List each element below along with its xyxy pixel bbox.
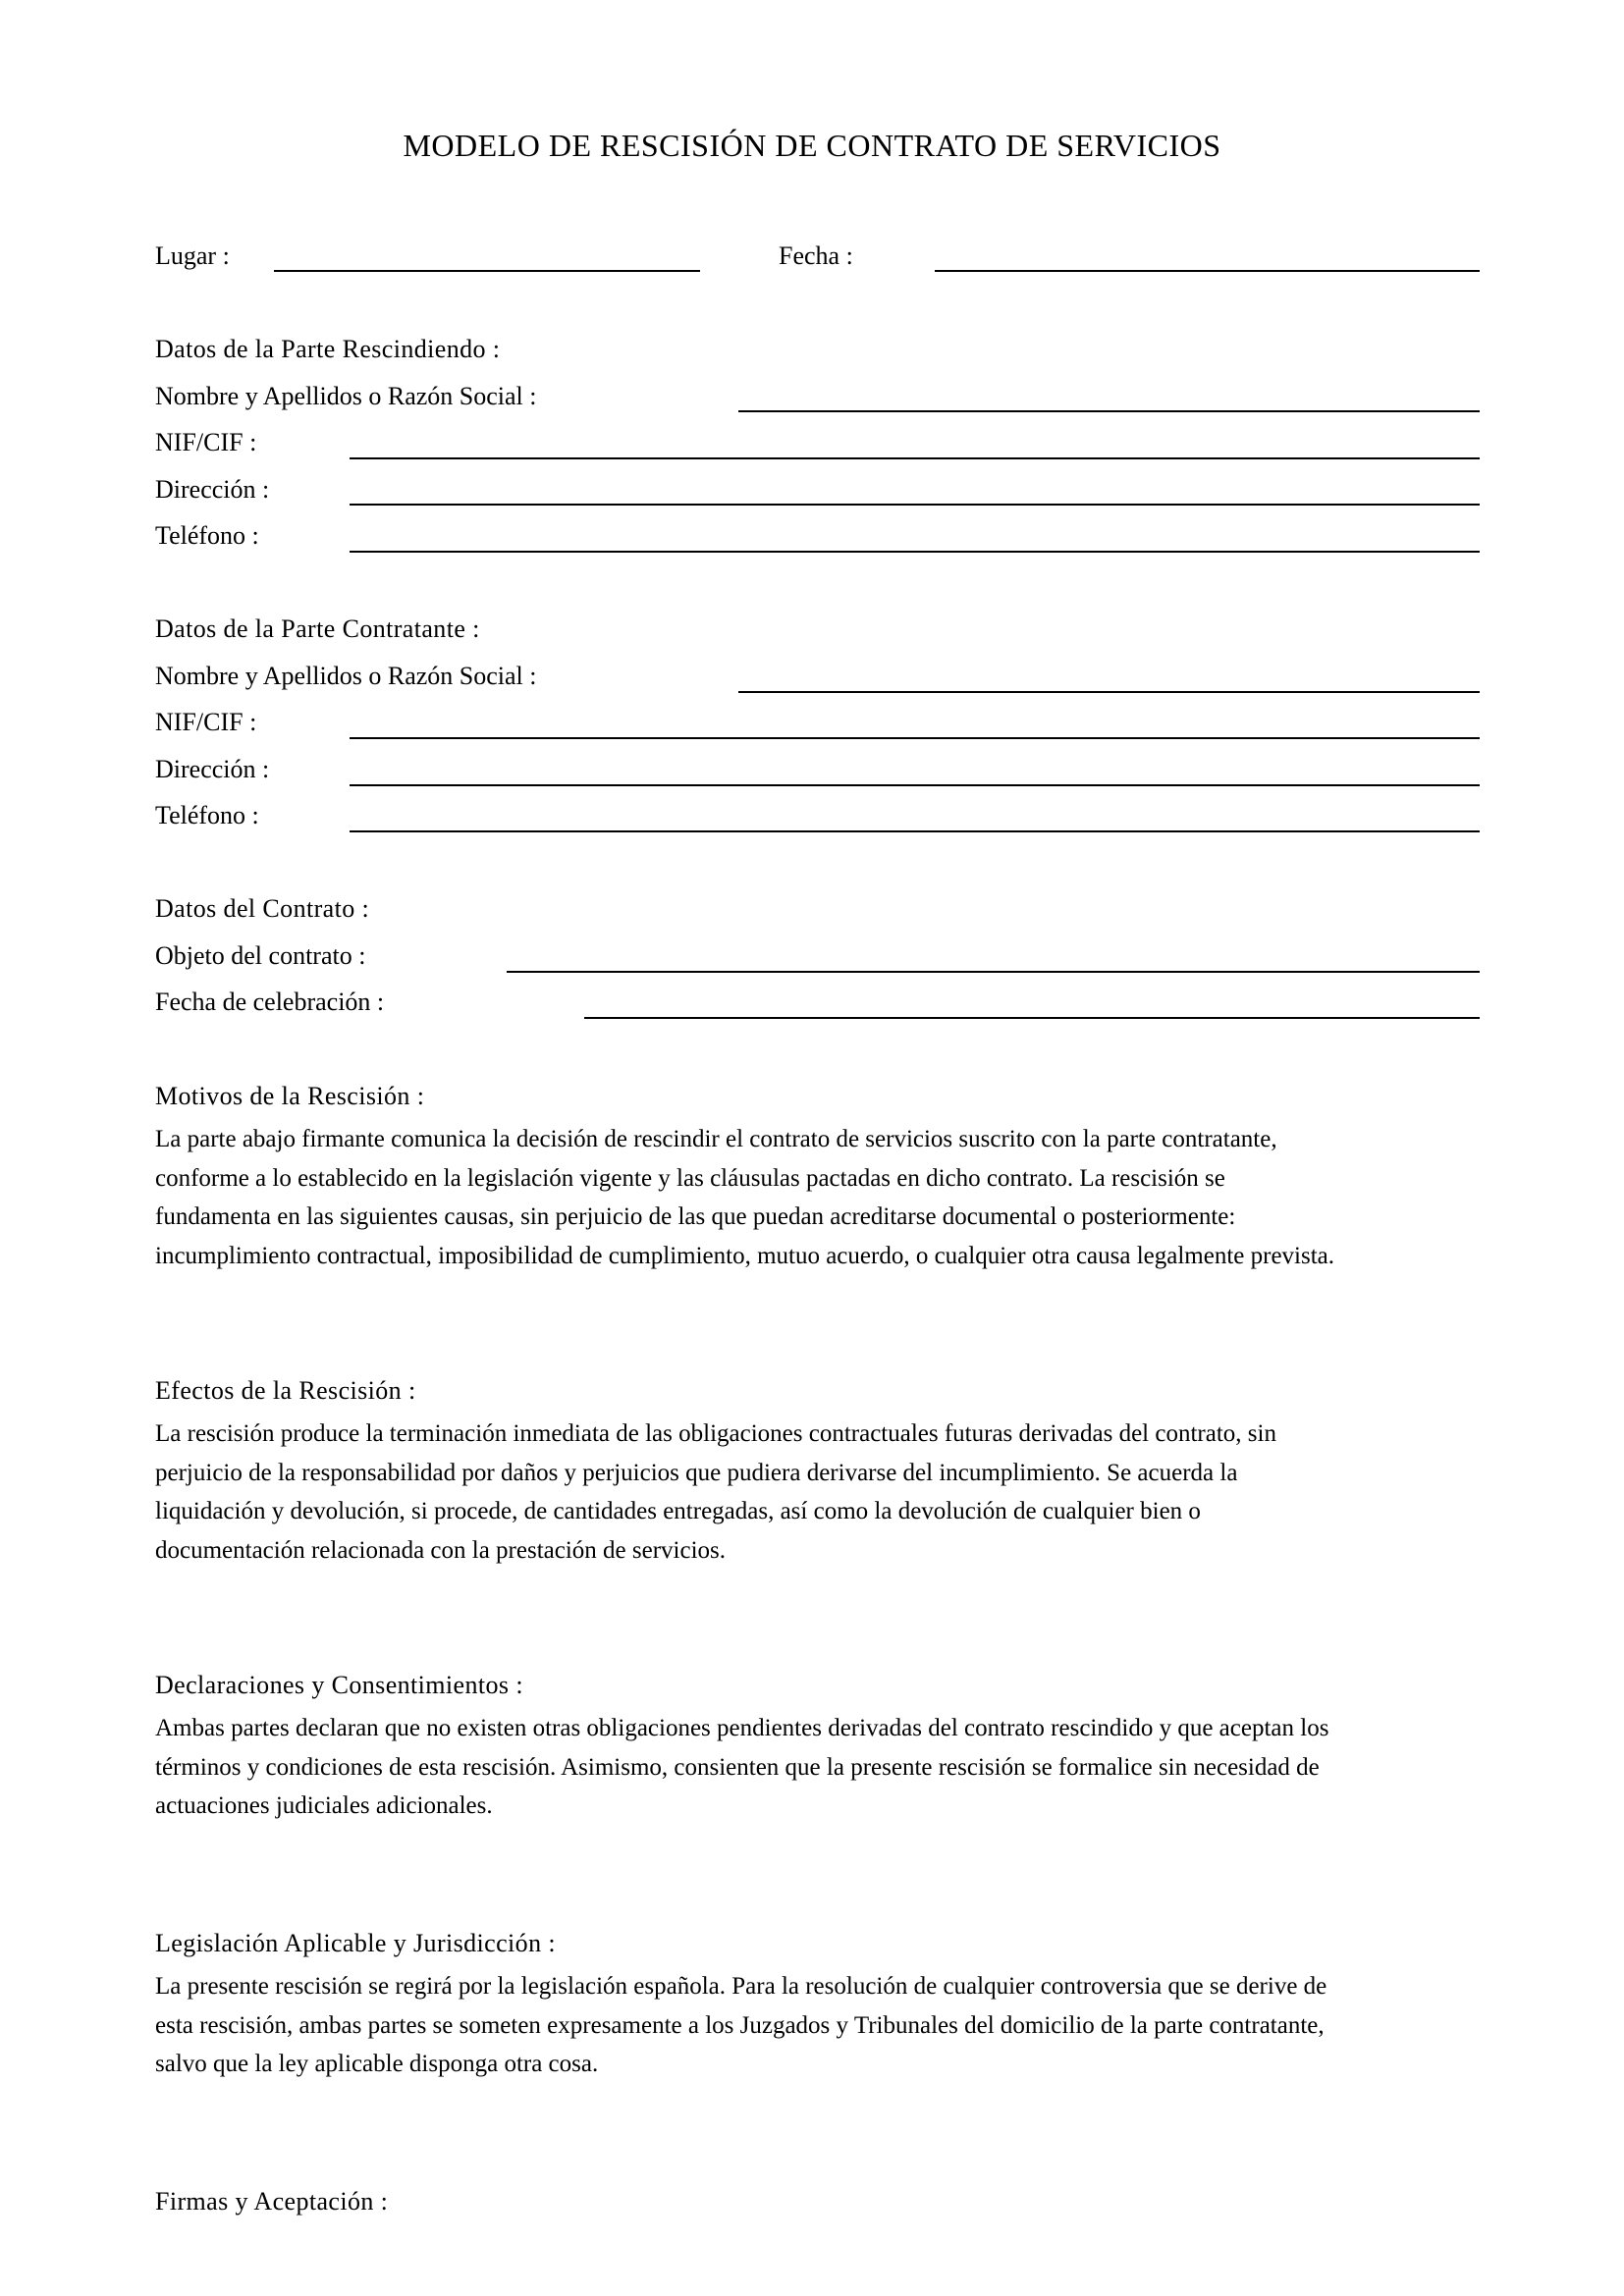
motivos-paragraph <box>155 1120 1481 1275</box>
motivos-heading: Motivos de la Rescisión : <box>155 1082 425 1110</box>
motivos-line: conforme a lo establecido en la legislación vigente y las cláusulas pactadas en dicho contrato. La rescisión se <box>155 1164 1225 1192</box>
rescindiendo-direccion-label: Dirección : <box>155 475 270 504</box>
efectos-heading: Efectos de la Rescisión : <box>155 1376 416 1405</box>
document-title: MODELO DE RESCISIÓN DE CONTRATO DE SERVICIOS <box>403 128 1221 163</box>
declaraciones-line: Ambas partes declaran que no existen otras obligaciones pendientes derivadas del contrato rescindido y que aceptan los <box>155 1715 1329 1741</box>
declaraciones-line: términos y condiciones de esta rescisión. Asimismo, consienten que la presente rescisión se formalice sin necesidad de <box>155 1753 1320 1781</box>
rescindiendo-nombre-label: Nombre y Apellidos o Razón Social : <box>155 382 537 410</box>
rescindiendo-nif-label: NIF/CIF : <box>155 428 257 456</box>
lugar-field-line[interactable] <box>274 270 700 272</box>
declaraciones-line: actuaciones judiciales adicionales. <box>155 1792 493 1819</box>
rescindiendo-telefono-label: Teléfono : <box>155 521 259 550</box>
contrato-objeto-field-line[interactable] <box>507 971 1480 973</box>
contratante-telefono-field-line[interactable] <box>350 830 1480 832</box>
motivos-line: fundamenta en las siguientes causas, sin perjuicio de las que puedan acreditarse documental o posteriormente: <box>155 1203 1236 1230</box>
efectos-line: liquidación y devolución, si procede, de cantidades entregadas, así como la devolución de cualquier bien o <box>155 1498 1201 1524</box>
legislacion-paragraph <box>155 1967 1481 2084</box>
rescindiendo-nombre-field-line[interactable] <box>738 410 1480 412</box>
legislacion-heading: Legislación Aplicable y Jurisdicción : <box>155 1929 556 1957</box>
contratante-direccion-field-line[interactable] <box>350 784 1480 786</box>
contrato-fecha-label: Fecha de celebración : <box>155 988 385 1016</box>
motivos-line: incumplimiento contractual, imposibilidad de cumplimiento, mutuo acuerdo, o cualquier otra causa legalmente prevista. <box>155 1242 1335 1269</box>
legislacion-line: La presente rescisión se regirá por la legislación española. Para la resolución de cualquier controversia que se derive de <box>155 1973 1327 2000</box>
rescindiendo-direccion-field-line[interactable] <box>350 504 1480 506</box>
efectos-line: perjuicio de la responsabilidad por daños y perjuicios que pudiera derivarse del incumplimiento. Se acuerda la <box>155 1459 1238 1486</box>
fecha-label: Fecha : <box>779 241 853 270</box>
legislacion-line: esta rescisión, ambas partes se someten expresamente a los Juzgados y Tribunales del domicilio de la parte contratante, <box>155 2011 1325 2039</box>
declaraciones-heading: Declaraciones y Consentimientos : <box>155 1671 523 1699</box>
contrato-fecha-field-line[interactable] <box>584 1017 1480 1019</box>
firmas-heading: Firmas y Aceptación : <box>155 2187 389 2216</box>
efectos-line: documentación relacionada con la prestación de servicios. <box>155 1536 727 1564</box>
contratante-nombre-label: Nombre y Apellidos o Razón Social : <box>155 662 537 690</box>
rescindiendo-nif-field-line[interactable] <box>350 457 1480 459</box>
lugar-label: Lugar : <box>155 241 230 270</box>
legislacion-line: salvo que la ley aplicable disponga otra cosa. <box>155 2051 599 2077</box>
contrato-heading: Datos del Contrato : <box>155 894 370 923</box>
contratante-direccion-label: Dirección : <box>155 755 270 783</box>
fecha-field-line[interactable] <box>935 270 1480 272</box>
rescindiendo-telefono-field-line[interactable] <box>350 551 1480 553</box>
efectos-line: La rescisión produce la terminación inmediata de las obligaciones contractuales futuras derivadas del contrato, sin <box>155 1420 1276 1447</box>
contratante-telefono-label: Teléfono : <box>155 801 259 829</box>
motivos-line: La parte abajo firmante comunica la decisión de rescindir el contrato de servicios suscrito con la parte contratante, <box>155 1126 1277 1152</box>
contratante-heading: Datos de la Parte Contratante : <box>155 614 480 643</box>
contratante-nif-field-line[interactable] <box>350 737 1480 739</box>
contratante-nombre-field-line[interactable] <box>738 691 1480 693</box>
efectos-paragraph <box>155 1415 1481 1570</box>
contrato-objeto-label: Objeto del contrato : <box>155 941 366 970</box>
declaraciones-paragraph <box>155 1709 1481 1826</box>
contratante-nif-label: NIF/CIF : <box>155 708 257 736</box>
rescindiendo-heading: Datos de la Parte Rescindiendo : <box>155 335 501 363</box>
